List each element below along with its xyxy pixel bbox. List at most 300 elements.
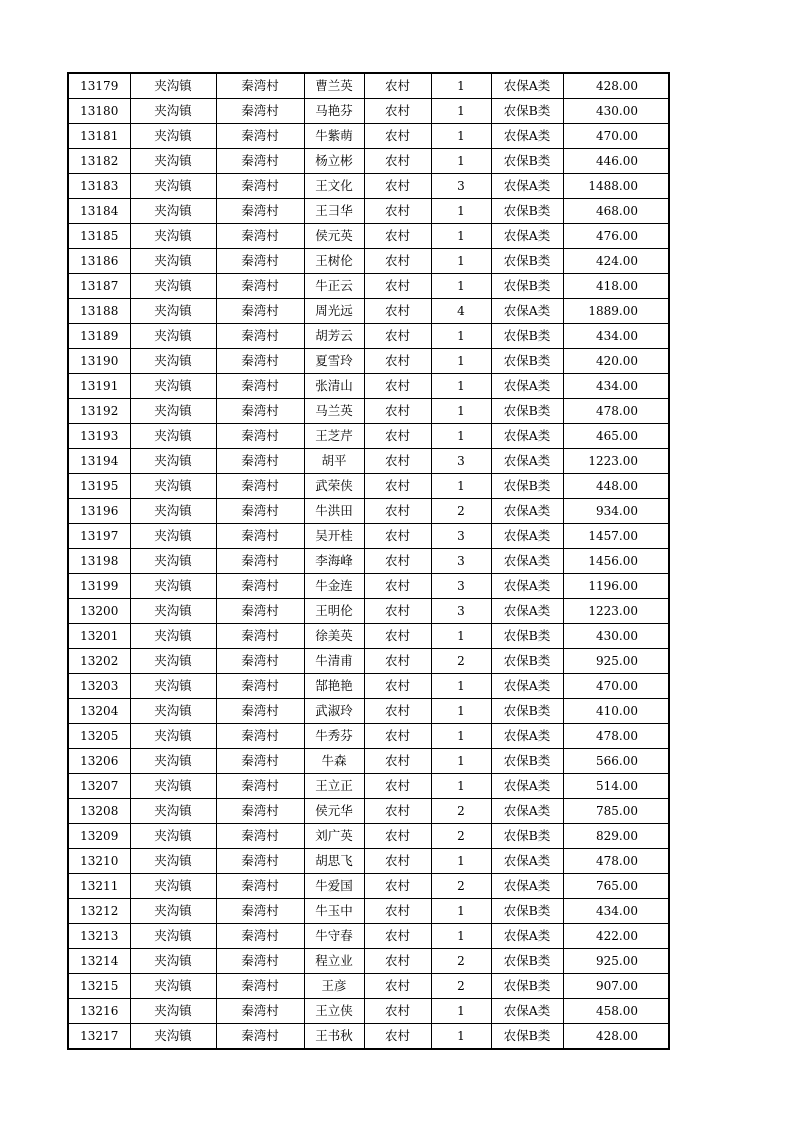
area-type-cell: 农村	[364, 99, 431, 124]
area-type-cell: 农村	[364, 549, 431, 574]
amount-cell: 458.00	[563, 999, 669, 1024]
area-type-cell: 农村	[364, 649, 431, 674]
area-type-cell: 农村	[364, 474, 431, 499]
area-type-cell: 农村	[364, 299, 431, 324]
record-id-cell: 13188	[68, 299, 130, 324]
area-type-cell: 农村	[364, 424, 431, 449]
name-cell: 曹兰英	[304, 73, 364, 99]
category-cell: 农保B类	[491, 324, 563, 349]
household-count-cell: 3	[431, 524, 491, 549]
town-cell: 夹沟镇	[130, 549, 216, 574]
area-type-cell: 农村	[364, 249, 431, 274]
table-row	[68, 474, 669, 499]
town-cell: 夹沟镇	[130, 174, 216, 199]
name-cell: 王彦	[304, 974, 364, 999]
area-type-cell: 农村	[364, 924, 431, 949]
record-id-cell: 13210	[68, 849, 130, 874]
amount-cell: 470.00	[563, 124, 669, 149]
beneficiary-table	[67, 72, 670, 1050]
town-cell: 夹沟镇	[130, 899, 216, 924]
record-id-cell: 13184	[68, 199, 130, 224]
table-row	[68, 99, 669, 124]
amount-cell: 428.00	[563, 1024, 669, 1050]
amount-cell: 430.00	[563, 624, 669, 649]
amount-cell: 925.00	[563, 649, 669, 674]
household-count-cell: 1	[431, 324, 491, 349]
amount-cell: 785.00	[563, 799, 669, 824]
village-cell: 秦湾村	[216, 824, 304, 849]
table-row	[68, 924, 669, 949]
village-cell: 秦湾村	[216, 474, 304, 499]
household-count-cell: 1	[431, 624, 491, 649]
area-type-cell: 农村	[364, 749, 431, 774]
town-cell: 夹沟镇	[130, 474, 216, 499]
category-cell: 农保A类	[491, 549, 563, 574]
town-cell: 夹沟镇	[130, 99, 216, 124]
village-cell: 秦湾村	[216, 324, 304, 349]
village-cell: 秦湾村	[216, 874, 304, 899]
village-cell: 秦湾村	[216, 849, 304, 874]
record-id-cell: 13214	[68, 949, 130, 974]
amount-cell: 1223.00	[563, 449, 669, 474]
category-cell: 农保B类	[491, 824, 563, 849]
village-cell: 秦湾村	[216, 349, 304, 374]
category-cell: 农保B类	[491, 649, 563, 674]
category-cell: 农保A类	[491, 674, 563, 699]
record-id-cell: 13202	[68, 649, 130, 674]
category-cell: 农保A类	[491, 299, 563, 324]
category-cell: 农保A类	[491, 524, 563, 549]
town-cell: 夹沟镇	[130, 73, 216, 99]
town-cell: 夹沟镇	[130, 324, 216, 349]
name-cell: 夏雪玲	[304, 349, 364, 374]
town-cell: 夹沟镇	[130, 499, 216, 524]
amount-cell: 434.00	[563, 899, 669, 924]
household-count-cell: 1	[431, 849, 491, 874]
category-cell: 农保A类	[491, 374, 563, 399]
area-type-cell: 农村	[364, 949, 431, 974]
town-cell: 夹沟镇	[130, 274, 216, 299]
name-cell: 牛爱国	[304, 874, 364, 899]
amount-cell: 446.00	[563, 149, 669, 174]
village-cell: 秦湾村	[216, 674, 304, 699]
category-cell: 农保B类	[491, 399, 563, 424]
area-type-cell: 农村	[364, 149, 431, 174]
village-cell: 秦湾村	[216, 599, 304, 624]
name-cell: 牛金连	[304, 574, 364, 599]
town-cell: 夹沟镇	[130, 399, 216, 424]
amount-cell: 765.00	[563, 874, 669, 899]
amount-cell: 476.00	[563, 224, 669, 249]
record-id-cell: 13181	[68, 124, 130, 149]
household-count-cell: 3	[431, 574, 491, 599]
village-cell: 秦湾村	[216, 699, 304, 724]
area-type-cell: 农村	[364, 724, 431, 749]
amount-cell: 907.00	[563, 974, 669, 999]
table-row	[68, 324, 669, 349]
table-row	[68, 249, 669, 274]
record-id-cell: 13189	[68, 324, 130, 349]
category-cell: 农保A类	[491, 174, 563, 199]
village-cell: 秦湾村	[216, 624, 304, 649]
village-cell: 秦湾村	[216, 649, 304, 674]
town-cell: 夹沟镇	[130, 849, 216, 874]
category-cell: 农保A类	[491, 124, 563, 149]
name-cell: 牛正云	[304, 274, 364, 299]
household-count-cell: 2	[431, 499, 491, 524]
village-cell: 秦湾村	[216, 499, 304, 524]
category-cell: 农保A类	[491, 73, 563, 99]
village-cell: 秦湾村	[216, 374, 304, 399]
village-cell: 秦湾村	[216, 249, 304, 274]
record-id-cell: 13179	[68, 73, 130, 99]
category-cell: 农保B类	[491, 949, 563, 974]
village-cell: 秦湾村	[216, 274, 304, 299]
household-count-cell: 2	[431, 874, 491, 899]
amount-cell: 434.00	[563, 324, 669, 349]
town-cell: 夹沟镇	[130, 424, 216, 449]
town-cell: 夹沟镇	[130, 749, 216, 774]
village-cell: 秦湾村	[216, 574, 304, 599]
table-row	[68, 699, 669, 724]
table-row	[68, 449, 669, 474]
household-count-cell: 1	[431, 124, 491, 149]
household-count-cell: 1	[431, 474, 491, 499]
category-cell: 农保A类	[491, 849, 563, 874]
area-type-cell: 农村	[364, 124, 431, 149]
village-cell: 秦湾村	[216, 724, 304, 749]
category-cell: 农保A类	[491, 224, 563, 249]
household-count-cell: 1	[431, 374, 491, 399]
table-row	[68, 274, 669, 299]
record-id-cell: 13197	[68, 524, 130, 549]
area-type-cell: 农村	[364, 374, 431, 399]
table-row	[68, 399, 669, 424]
name-cell: 徐美英	[304, 624, 364, 649]
town-cell: 夹沟镇	[130, 574, 216, 599]
area-type-cell: 农村	[364, 774, 431, 799]
table-row	[68, 949, 669, 974]
household-count-cell: 3	[431, 599, 491, 624]
name-cell: 王书秋	[304, 1024, 364, 1050]
village-cell: 秦湾村	[216, 73, 304, 99]
table-row	[68, 199, 669, 224]
household-count-cell: 1	[431, 724, 491, 749]
amount-cell: 434.00	[563, 374, 669, 399]
household-count-cell: 1	[431, 749, 491, 774]
record-id-cell: 13192	[68, 399, 130, 424]
household-count-cell: 1	[431, 349, 491, 374]
name-cell: 王彐华	[304, 199, 364, 224]
village-cell: 秦湾村	[216, 299, 304, 324]
village-cell: 秦湾村	[216, 974, 304, 999]
table-row	[68, 724, 669, 749]
area-type-cell: 农村	[364, 699, 431, 724]
record-id-cell: 13196	[68, 499, 130, 524]
table-row	[68, 749, 669, 774]
table-row	[68, 224, 669, 249]
household-count-cell: 2	[431, 824, 491, 849]
table-row	[68, 349, 669, 374]
record-id-cell: 13212	[68, 899, 130, 924]
amount-cell: 1196.00	[563, 574, 669, 599]
table-row	[68, 149, 669, 174]
household-count-cell: 2	[431, 649, 491, 674]
record-id-cell: 13182	[68, 149, 130, 174]
name-cell: 王立正	[304, 774, 364, 799]
table-row	[68, 499, 669, 524]
table-row	[68, 849, 669, 874]
name-cell: 牛秀芬	[304, 724, 364, 749]
town-cell: 夹沟镇	[130, 824, 216, 849]
household-count-cell: 1	[431, 1024, 491, 1050]
table-row	[68, 624, 669, 649]
town-cell: 夹沟镇	[130, 149, 216, 174]
record-id-cell: 13211	[68, 874, 130, 899]
village-cell: 秦湾村	[216, 949, 304, 974]
household-count-cell: 4	[431, 299, 491, 324]
record-id-cell: 13200	[68, 599, 130, 624]
town-cell: 夹沟镇	[130, 224, 216, 249]
table-row	[68, 899, 669, 924]
town-cell: 夹沟镇	[130, 674, 216, 699]
amount-cell: 465.00	[563, 424, 669, 449]
town-cell: 夹沟镇	[130, 949, 216, 974]
table-row	[68, 599, 669, 624]
name-cell: 牛玉中	[304, 899, 364, 924]
name-cell: 马艳芬	[304, 99, 364, 124]
town-cell: 夹沟镇	[130, 449, 216, 474]
table-row	[68, 374, 669, 399]
record-id-cell: 13209	[68, 824, 130, 849]
household-count-cell: 1	[431, 674, 491, 699]
village-cell: 秦湾村	[216, 174, 304, 199]
category-cell: 农保B类	[491, 974, 563, 999]
area-type-cell: 农村	[364, 974, 431, 999]
amount-cell: 566.00	[563, 749, 669, 774]
amount-cell: 468.00	[563, 199, 669, 224]
record-id-cell: 13205	[68, 724, 130, 749]
household-count-cell: 1	[431, 224, 491, 249]
household-count-cell: 2	[431, 974, 491, 999]
record-id-cell: 13187	[68, 274, 130, 299]
town-cell: 夹沟镇	[130, 1024, 216, 1050]
household-count-cell: 1	[431, 924, 491, 949]
table-body	[68, 73, 669, 1049]
category-cell: 农保A类	[491, 499, 563, 524]
amount-cell: 1889.00	[563, 299, 669, 324]
town-cell: 夹沟镇	[130, 599, 216, 624]
household-count-cell: 1	[431, 424, 491, 449]
area-type-cell: 农村	[364, 449, 431, 474]
record-id-cell: 13216	[68, 999, 130, 1024]
category-cell: 农保B类	[491, 199, 563, 224]
household-count-cell: 1	[431, 999, 491, 1024]
amount-cell: 1457.00	[563, 524, 669, 549]
name-cell: 王明伦	[304, 599, 364, 624]
area-type-cell: 农村	[364, 1024, 431, 1050]
table-row	[68, 824, 669, 849]
table-row	[68, 974, 669, 999]
record-id-cell: 13207	[68, 774, 130, 799]
table-row	[68, 774, 669, 799]
household-count-cell: 1	[431, 149, 491, 174]
record-id-cell: 13195	[68, 474, 130, 499]
record-id-cell: 13186	[68, 249, 130, 274]
household-count-cell: 1	[431, 774, 491, 799]
name-cell: 吴开桂	[304, 524, 364, 549]
amount-cell: 1223.00	[563, 599, 669, 624]
amount-cell: 478.00	[563, 399, 669, 424]
amount-cell: 1456.00	[563, 549, 669, 574]
household-count-cell: 2	[431, 799, 491, 824]
name-cell: 武淑玲	[304, 699, 364, 724]
area-type-cell: 农村	[364, 399, 431, 424]
area-type-cell: 农村	[364, 899, 431, 924]
table-row	[68, 1024, 669, 1050]
record-id-cell: 13206	[68, 749, 130, 774]
record-id-cell: 13199	[68, 574, 130, 599]
town-cell: 夹沟镇	[130, 524, 216, 549]
table-row	[68, 574, 669, 599]
amount-cell: 422.00	[563, 924, 669, 949]
name-cell: 张清山	[304, 374, 364, 399]
record-id-cell: 13217	[68, 1024, 130, 1050]
town-cell: 夹沟镇	[130, 924, 216, 949]
record-id-cell: 13183	[68, 174, 130, 199]
village-cell: 秦湾村	[216, 224, 304, 249]
town-cell: 夹沟镇	[130, 124, 216, 149]
village-cell: 秦湾村	[216, 749, 304, 774]
name-cell: 王树伦	[304, 249, 364, 274]
amount-cell: 420.00	[563, 349, 669, 374]
record-id-cell: 13203	[68, 674, 130, 699]
record-id-cell: 13191	[68, 374, 130, 399]
household-count-cell: 3	[431, 549, 491, 574]
category-cell: 农保A类	[491, 774, 563, 799]
name-cell: 王芝芹	[304, 424, 364, 449]
record-id-cell: 13215	[68, 974, 130, 999]
village-cell: 秦湾村	[216, 449, 304, 474]
record-id-cell: 13193	[68, 424, 130, 449]
area-type-cell: 农村	[364, 224, 431, 249]
category-cell: 农保A类	[491, 424, 563, 449]
table-row	[68, 174, 669, 199]
household-count-cell: 3	[431, 449, 491, 474]
name-cell: 杨立彬	[304, 149, 364, 174]
name-cell: 牛森	[304, 749, 364, 774]
table-row	[68, 424, 669, 449]
area-type-cell: 农村	[364, 349, 431, 374]
name-cell: 李海峰	[304, 549, 364, 574]
area-type-cell: 农村	[364, 199, 431, 224]
amount-cell: 829.00	[563, 824, 669, 849]
town-cell: 夹沟镇	[130, 649, 216, 674]
record-id-cell: 13213	[68, 924, 130, 949]
village-cell: 秦湾村	[216, 924, 304, 949]
village-cell: 秦湾村	[216, 99, 304, 124]
town-cell: 夹沟镇	[130, 299, 216, 324]
area-type-cell: 农村	[364, 824, 431, 849]
table-row	[68, 524, 669, 549]
area-type-cell: 农村	[364, 73, 431, 99]
village-cell: 秦湾村	[216, 199, 304, 224]
category-cell: 农保A类	[491, 799, 563, 824]
name-cell: 牛清甫	[304, 649, 364, 674]
area-type-cell: 农村	[364, 599, 431, 624]
table-row	[68, 999, 669, 1024]
area-type-cell: 农村	[364, 574, 431, 599]
category-cell: 农保A类	[491, 449, 563, 474]
name-cell: 牛洪田	[304, 499, 364, 524]
town-cell: 夹沟镇	[130, 999, 216, 1024]
area-type-cell: 农村	[364, 624, 431, 649]
amount-cell: 934.00	[563, 499, 669, 524]
town-cell: 夹沟镇	[130, 699, 216, 724]
table-row	[68, 73, 669, 99]
table-row	[68, 649, 669, 674]
amount-cell: 448.00	[563, 474, 669, 499]
category-cell: 农保A类	[491, 599, 563, 624]
town-cell: 夹沟镇	[130, 799, 216, 824]
name-cell: 牛守春	[304, 924, 364, 949]
category-cell: 农保B类	[491, 99, 563, 124]
record-id-cell: 13185	[68, 224, 130, 249]
category-cell: 农保A类	[491, 924, 563, 949]
amount-cell: 428.00	[563, 73, 669, 99]
category-cell: 农保B类	[491, 149, 563, 174]
record-id-cell: 13204	[68, 699, 130, 724]
town-cell: 夹沟镇	[130, 974, 216, 999]
name-cell: 牛紫萌	[304, 124, 364, 149]
town-cell: 夹沟镇	[130, 249, 216, 274]
amount-cell: 424.00	[563, 249, 669, 274]
amount-cell: 1488.00	[563, 174, 669, 199]
name-cell: 王文化	[304, 174, 364, 199]
record-id-cell: 13194	[68, 449, 130, 474]
name-cell: 胡思飞	[304, 849, 364, 874]
category-cell: 农保B类	[491, 624, 563, 649]
category-cell: 农保B类	[491, 699, 563, 724]
record-id-cell: 13208	[68, 799, 130, 824]
category-cell: 农保A类	[491, 999, 563, 1024]
category-cell: 农保B类	[491, 274, 563, 299]
name-cell: 侯元英	[304, 224, 364, 249]
village-cell: 秦湾村	[216, 999, 304, 1024]
category-cell: 农保B类	[491, 349, 563, 374]
name-cell: 侯元华	[304, 799, 364, 824]
amount-cell: 478.00	[563, 724, 669, 749]
amount-cell: 470.00	[563, 674, 669, 699]
town-cell: 夹沟镇	[130, 199, 216, 224]
area-type-cell: 农村	[364, 499, 431, 524]
town-cell: 夹沟镇	[130, 374, 216, 399]
category-cell: 农保B类	[491, 474, 563, 499]
amount-cell: 410.00	[563, 699, 669, 724]
name-cell: 刘广英	[304, 824, 364, 849]
village-cell: 秦湾村	[216, 524, 304, 549]
town-cell: 夹沟镇	[130, 624, 216, 649]
amount-cell: 514.00	[563, 774, 669, 799]
village-cell: 秦湾村	[216, 799, 304, 824]
category-cell: 农保A类	[491, 874, 563, 899]
table-row	[68, 299, 669, 324]
table-row	[68, 874, 669, 899]
area-type-cell: 农村	[364, 674, 431, 699]
area-type-cell: 农村	[364, 174, 431, 199]
village-cell: 秦湾村	[216, 424, 304, 449]
name-cell: 郜艳艳	[304, 674, 364, 699]
